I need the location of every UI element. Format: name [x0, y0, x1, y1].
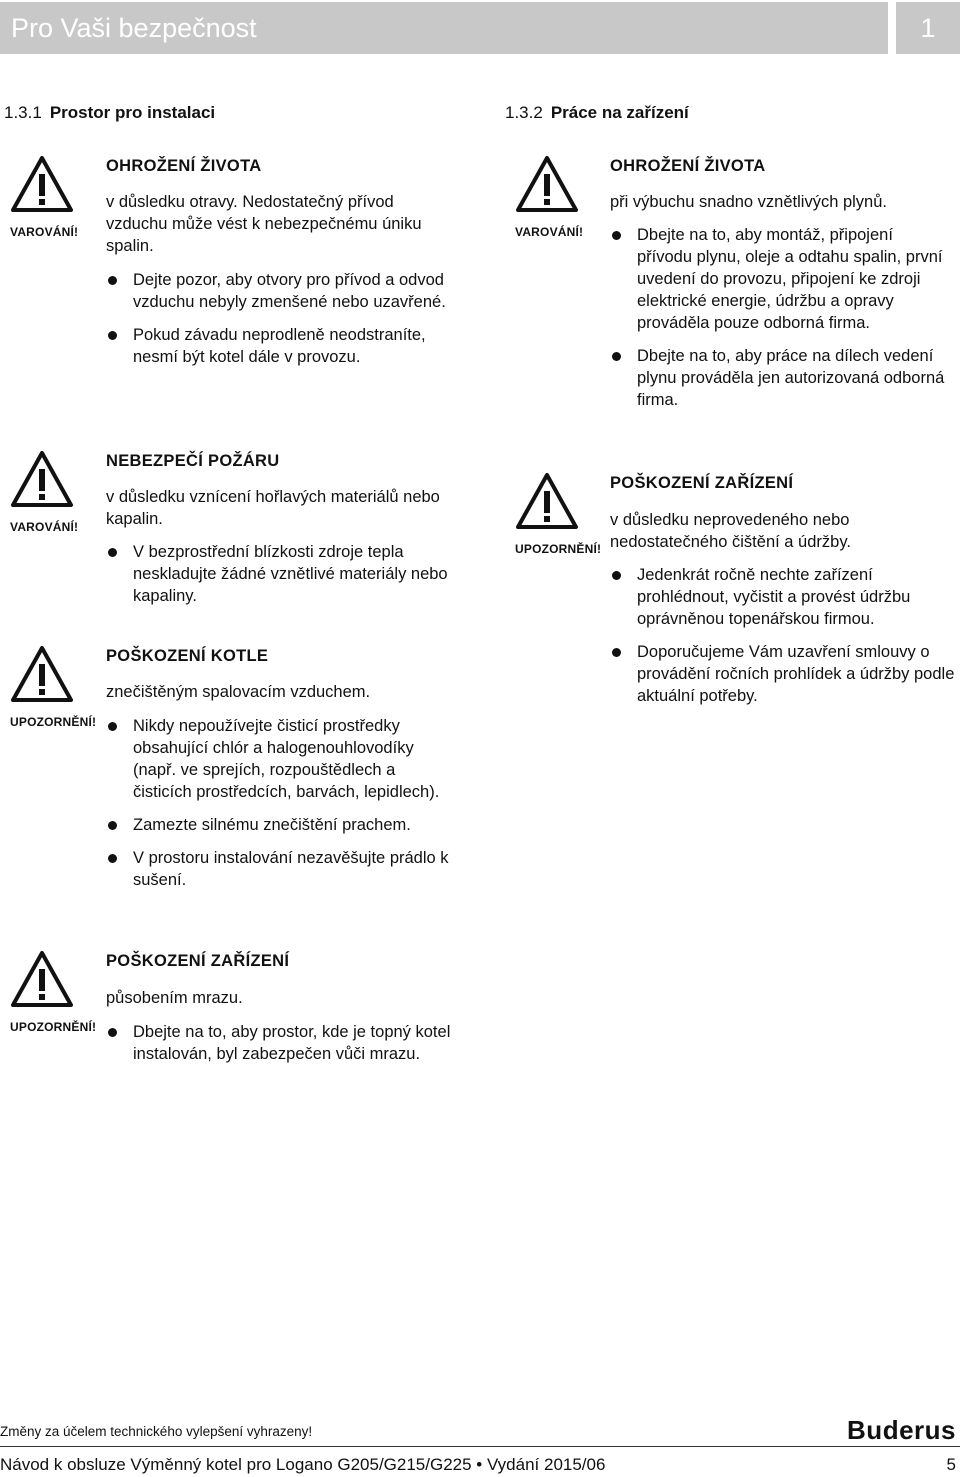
block-title: NEBEZPEČÍ POŽÁRU — [106, 452, 280, 470]
list-item: Pokud závadu neprodleně neodstraníte, nesmí být kotel dále v provozu. — [106, 324, 446, 368]
block-intro: znečištěným spalovacím vzduchem. — [106, 683, 371, 701]
chapter-number: 1 — [896, 2, 960, 54]
list-item: Dbejte na to, aby práce na dílech vedení plynu prováděla jen autorizovaná odborná firma. — [610, 345, 950, 411]
section-title: Práce na zařízení — [550, 103, 689, 122]
page-number: 5 — [946, 1455, 956, 1474]
list-item: Dbejte na to, aby montáž, připojení přívodu plynu, oleje a odtahu spalin, první uvedení do provozu, připojení ke zdroji elektrické energie, údržbu a opravy prováděla pouze odborná firma. — [610, 224, 950, 334]
footer-document-info: Návod k obsluze Výměnný kotel pro Logano G205/G215/G225 • Vydání 2015/06 — [0, 1455, 606, 1474]
list-item: Dejte pozor, aby otvory pro přívod a odvod vzduchu nebyly zmenšené nebo uzavřené. — [106, 269, 446, 313]
list-item: Jedenkrát ročně nechte zařízení prohlédnout, vyčistit a provést údržbu oprávněnou topenářskou firmou. — [610, 564, 955, 630]
block-intro: v důsledku otravy. Nedostatečný přívod vzduchu může vést k nebezpečnému úniku spalin. — [106, 193, 422, 255]
warning-triangle-icon — [10, 645, 74, 703]
block-title: POŠKOZENÍ KOTLE — [106, 647, 269, 665]
block-intro: působením mrazu. — [106, 989, 243, 1007]
list-item: V prostoru instalování nezavěšujte prádlo k sušení. — [106, 847, 456, 891]
list-item: Doporučujeme Vám uzavření smlouvy o provádění ročních prohlídek a údržby podle aktuální potřeby. — [610, 641, 955, 707]
block-title: POŠKOZENÍ ZAŘÍZENÍ — [106, 952, 290, 970]
warning-block-fire-danger — [10, 450, 480, 610]
bullet-list — [610, 564, 955, 718]
warning-block-life-danger-poisoning — [10, 155, 480, 415]
block-title: OHROŽENÍ ŽIVOTA — [106, 157, 262, 175]
caution-block-device-damage — [515, 472, 960, 732]
block-intro: v důsledku vznícení hořlavých materiálů nebo kapalin. — [106, 488, 440, 528]
list-item: Nikdy nepoužívejte čisticí prostředky obsahující chlór a halogenouhlovodíky (např. ve sprejích, rozpouštědlech a čisticích prostředcích, barvách, lepidlech). — [106, 715, 456, 803]
bullet-list — [610, 224, 950, 422]
section-heading-installation — [4, 102, 215, 124]
block-intro: v důsledku neprovedeného nebo nedostatečného čištění a údržby. — [610, 511, 851, 551]
section-number: 1.3.2 — [505, 103, 543, 122]
block-intro: při výbuchu snadno vznětlivých plynů. — [610, 193, 887, 211]
warning-triangle-icon — [515, 472, 579, 530]
warning-block-life-danger-explosion — [515, 155, 960, 440]
list-item: V bezprostřední blízkosti zdroje tepla neskladujte žádné vznětlivé materiály nebo kapaliny. — [106, 541, 451, 607]
footer-disclaimer: Změny za účelem technického vylepšení vyhrazeny! — [0, 1424, 313, 1439]
page-title: Pro Vaši bezpečnost — [11, 13, 257, 43]
bullet-list — [106, 541, 451, 618]
block-title: OHROŽENÍ ŽIVOTA — [610, 157, 766, 175]
footer-divider — [0, 1446, 960, 1447]
warning-label: UPOZORNĚNÍ! — [515, 542, 602, 556]
warning-label: VAROVÁNÍ! — [10, 520, 79, 534]
brand-logo: Buderus — [847, 1415, 956, 1445]
list-item: Dbejte na to, aby prostor, kde je topný kotel instalován, byl zabezpečen vůči mrazu. — [106, 1021, 451, 1065]
section-number: 1.3.1 — [4, 103, 42, 122]
bullet-list — [106, 269, 446, 379]
warning-label: UPOZORNĚNÍ! — [10, 715, 97, 729]
block-title: POŠKOZENÍ ZAŘÍZENÍ — [610, 474, 794, 492]
warning-label: VAROVÁNÍ! — [10, 225, 79, 239]
caution-block-frost-damage — [10, 950, 480, 1100]
warning-label: VAROVÁNÍ! — [515, 225, 584, 239]
warning-triangle-icon — [10, 950, 74, 1008]
bullet-list — [106, 715, 456, 902]
section-heading-device-work — [505, 102, 689, 124]
warning-triangle-icon — [10, 155, 74, 213]
caution-block-boiler-damage — [10, 645, 480, 920]
section-title: Prostor pro instalaci — [49, 103, 216, 122]
warning-triangle-icon — [515, 155, 579, 213]
list-item: Zamezte silnému znečištění prachem. — [106, 814, 456, 836]
warning-triangle-icon — [10, 450, 74, 508]
bullet-list — [106, 1021, 451, 1076]
warning-label: UPOZORNĚNÍ! — [10, 1020, 97, 1034]
header-bar — [0, 2, 888, 54]
